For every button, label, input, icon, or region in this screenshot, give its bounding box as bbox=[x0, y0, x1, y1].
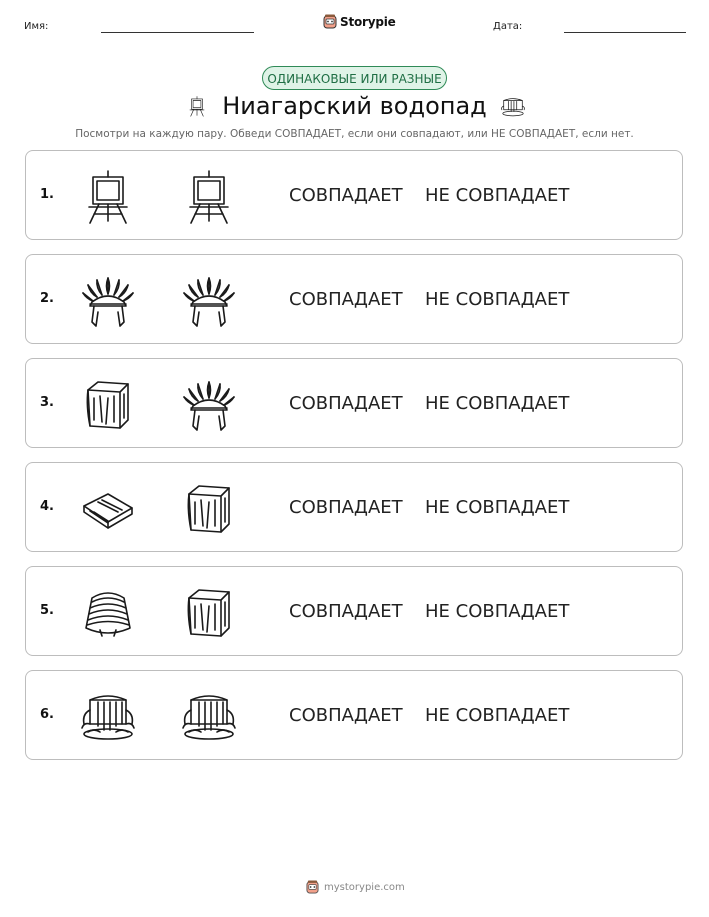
easel-icon bbox=[80, 168, 136, 224]
headdress-icon bbox=[80, 272, 136, 328]
row-number: 2. bbox=[40, 291, 54, 306]
row-number: 4. bbox=[40, 499, 54, 514]
row-number: 5. bbox=[40, 603, 54, 618]
category-badge: ОДИНАКОВЫЕ ИЛИ РАЗНЫЕ bbox=[262, 66, 447, 90]
brand-name: Storypie bbox=[340, 14, 396, 29]
different-option[interactable]: НЕ СОВПАДАЕТ bbox=[425, 497, 570, 518]
different-option[interactable]: НЕ СОВПАДАЕТ bbox=[425, 185, 570, 206]
rock-block-icon bbox=[80, 376, 136, 432]
brand-logo bbox=[323, 14, 396, 29]
mascot-icon bbox=[306, 880, 319, 894]
different-option[interactable]: НЕ СОВПАДАЕТ bbox=[425, 705, 570, 726]
date-line[interactable] bbox=[564, 32, 686, 33]
pair-row-2 bbox=[25, 254, 683, 344]
headdress-icon bbox=[181, 376, 237, 432]
name-label: Имя: bbox=[24, 21, 49, 32]
waterfall-icon bbox=[80, 688, 136, 744]
row-number: 6. bbox=[40, 707, 54, 722]
pair-row-1 bbox=[25, 150, 683, 240]
pair-row-3 bbox=[25, 358, 683, 448]
same-option[interactable]: СОВПАДАЕТ bbox=[289, 601, 403, 622]
easel-icon bbox=[181, 168, 237, 224]
layered-rock-icon bbox=[80, 584, 136, 640]
instructions: Посмотри на каждую пару. Обведи СОВПАДАЕТ, если они совпадают, или НЕ СОВПАДАЕТ, если нет. bbox=[75, 128, 634, 140]
mascot-icon bbox=[323, 14, 337, 29]
footer bbox=[306, 880, 405, 894]
same-option[interactable]: СОВПАДАЕТ bbox=[289, 289, 403, 310]
same-option[interactable]: СОВПАДАЕТ bbox=[289, 705, 403, 726]
same-option[interactable]: СОВПАДАЕТ bbox=[289, 497, 403, 518]
book-icon bbox=[80, 480, 136, 536]
date-label: Дата: bbox=[493, 21, 523, 32]
footer-url[interactable]: mystorypie.com bbox=[324, 881, 405, 893]
name-line[interactable] bbox=[101, 32, 254, 33]
page-title: Ниагарский водопад bbox=[222, 92, 487, 120]
same-option[interactable]: СОВПАДАЕТ bbox=[289, 393, 403, 414]
different-option[interactable]: НЕ СОВПАДАЕТ bbox=[425, 601, 570, 622]
row-number: 1. bbox=[40, 187, 54, 202]
different-option[interactable]: НЕ СОВПАДАЕТ bbox=[425, 289, 570, 310]
waterfall-icon bbox=[498, 94, 528, 120]
headdress-icon bbox=[181, 272, 237, 328]
rock-block-icon bbox=[181, 584, 237, 640]
pair-row-6 bbox=[25, 670, 683, 760]
same-option[interactable]: СОВПАДАЕТ bbox=[289, 185, 403, 206]
different-option[interactable]: НЕ СОВПАДАЕТ bbox=[425, 393, 570, 414]
pair-row-5 bbox=[25, 566, 683, 656]
row-number: 3. bbox=[40, 395, 54, 410]
pair-row-4 bbox=[25, 462, 683, 552]
rock-block-icon bbox=[181, 480, 237, 536]
waterfall-icon bbox=[181, 688, 237, 744]
